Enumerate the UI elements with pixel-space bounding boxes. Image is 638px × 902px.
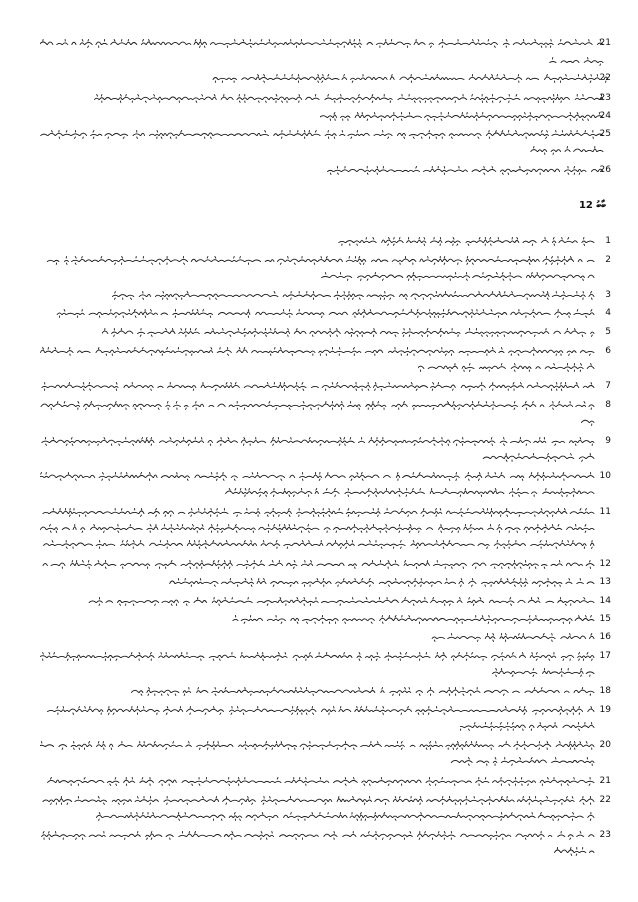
text-line xyxy=(96,811,596,821)
text-line xyxy=(92,93,605,103)
text-line xyxy=(40,776,596,786)
item-number: 6 xyxy=(605,346,611,356)
item-number: 24 xyxy=(599,111,611,121)
text-line xyxy=(88,596,596,606)
text-line xyxy=(40,523,596,533)
text-line xyxy=(102,327,596,337)
text-line xyxy=(478,452,596,462)
text-line xyxy=(40,38,605,48)
text-line xyxy=(40,436,596,446)
item-number: 3 xyxy=(605,290,611,300)
item-number: 22 xyxy=(599,795,611,805)
item-number: 9 xyxy=(605,436,611,446)
item-number: 4 xyxy=(605,308,611,318)
item-number: 19 xyxy=(599,705,611,715)
text-line xyxy=(40,346,596,356)
text-line xyxy=(40,129,605,139)
text-line xyxy=(210,73,610,83)
text-line xyxy=(40,740,596,750)
text-line xyxy=(40,651,596,661)
item-number: 21 xyxy=(599,38,611,48)
item-number: 21 xyxy=(599,776,611,786)
item-number: 7 xyxy=(605,381,611,391)
text-line xyxy=(40,381,596,391)
item-number: 20 xyxy=(599,740,611,750)
item-number: 5 xyxy=(605,327,611,337)
text-line xyxy=(448,756,596,766)
text-line xyxy=(545,56,605,66)
text-line xyxy=(554,846,596,856)
text-line xyxy=(318,271,596,281)
item-number: 1 xyxy=(605,236,611,246)
item-number: 23 xyxy=(599,93,611,103)
item-number: 26 xyxy=(599,165,611,175)
text-line xyxy=(430,632,596,642)
item-number: 16 xyxy=(599,632,611,642)
text-line xyxy=(40,507,596,517)
text-line xyxy=(40,559,596,569)
text-line xyxy=(218,487,596,497)
text-line xyxy=(460,721,596,731)
text-line xyxy=(528,145,605,155)
item-number: 23 xyxy=(599,830,611,840)
item-number: 8 xyxy=(605,400,611,410)
text-line xyxy=(112,290,596,300)
text-line xyxy=(338,236,596,246)
chapter-heading-number: 12 xyxy=(578,200,593,211)
text-line xyxy=(56,308,596,318)
item-number: 25 xyxy=(599,129,611,139)
text-line xyxy=(574,416,596,426)
text-line xyxy=(40,830,596,840)
chapter-heading xyxy=(579,200,606,212)
text-line xyxy=(40,795,596,805)
text-line xyxy=(40,539,596,549)
text-line xyxy=(130,686,596,696)
item-number: 12 xyxy=(599,559,611,569)
item-number: 17 xyxy=(599,651,611,661)
item-number: 11 xyxy=(599,507,611,517)
item-number: 22 xyxy=(599,73,611,83)
text-line xyxy=(168,577,596,587)
item-number: 13 xyxy=(599,577,611,587)
text-line xyxy=(490,667,596,677)
text-line xyxy=(326,165,605,175)
item-number: 18 xyxy=(599,686,611,696)
item-number: 2 xyxy=(605,255,611,265)
text-line xyxy=(232,614,596,624)
chapter-heading-label: ބާބު xyxy=(596,200,606,211)
item-number: 14 xyxy=(599,596,611,606)
text-line xyxy=(40,255,596,265)
item-number: 15 xyxy=(599,614,611,624)
text-line xyxy=(40,400,596,410)
text-line xyxy=(418,362,596,372)
text-line xyxy=(40,705,596,715)
text-line xyxy=(320,111,605,121)
text-line xyxy=(40,471,596,481)
item-number: 10 xyxy=(599,471,611,481)
